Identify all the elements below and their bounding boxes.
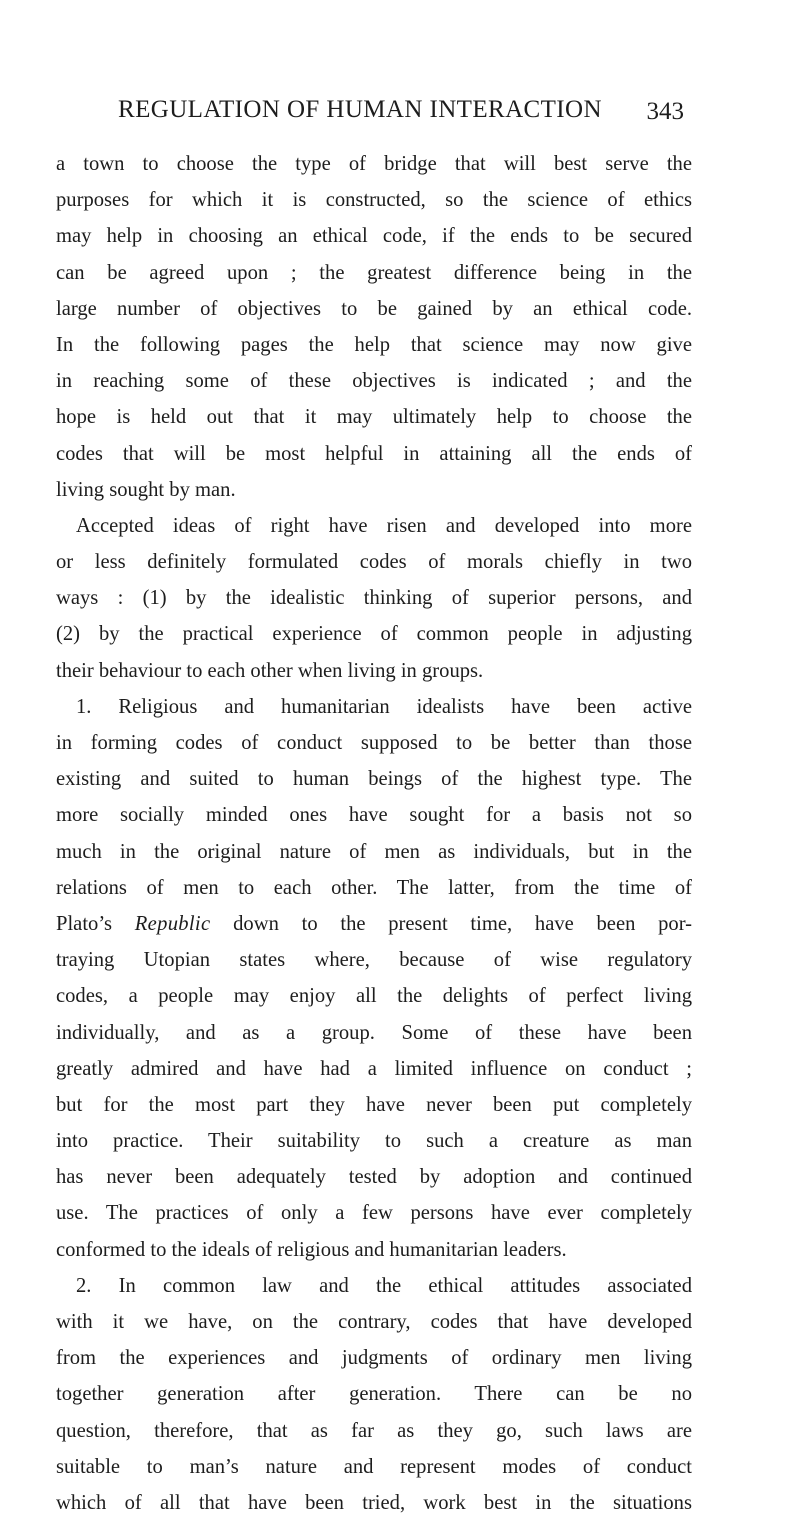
text-line: codes, a people may enjoy all the delights of perfect living xyxy=(56,985,692,1008)
text-line: traying Utopian states where, because of wise regulatory xyxy=(56,949,692,972)
text-line: but for the most part they have never been put completely xyxy=(56,1093,692,1116)
text-line-with-title xyxy=(56,906,692,942)
text-line: (2) by the practical experience of common people in adjusting xyxy=(56,623,692,646)
text-line: in reaching some of these objectives is indicated ; and the xyxy=(56,370,692,393)
text-line: question, therefore, that as far as they go, such laws are xyxy=(56,1419,692,1442)
text-line: living sought by man. xyxy=(56,478,236,501)
text-line: a town to choose the type of bridge that will best serve the xyxy=(56,153,692,175)
text-line: 1. Religious and humanitarian idealists have been active xyxy=(76,695,692,718)
page-number: 343 xyxy=(646,98,684,125)
text-line: codes that will be most helpful in attaining all the ends of xyxy=(56,442,692,465)
text-line: purposes for which it is constructed, so the science of ethics xyxy=(56,189,692,212)
text-line: existing and suited to human beings of the highest type. The xyxy=(56,768,692,791)
text-line: which of all that have been tried, work best in the situations xyxy=(56,1491,692,1514)
text-line: suitable to man’s nature and represent modes of conduct xyxy=(56,1455,692,1478)
text-line: may help in choosing an ethical code, if the ends to be secured xyxy=(56,225,692,248)
body-text xyxy=(56,146,692,1521)
text-line: into practice. Their suitability to such a creature as man xyxy=(56,1130,692,1153)
text-line: with it we have, on the contrary, codes that have developed xyxy=(56,1311,692,1333)
text-line: in forming codes of conduct supposed to be better than those xyxy=(56,732,692,754)
text-line: relations of men to each other. The latter, from the time of xyxy=(56,876,692,899)
text-line: conformed to the ideals of religious and humanitarian leaders. xyxy=(56,1238,567,1261)
book-title-republic: Republic xyxy=(134,912,211,935)
text-line: ways : (1) by the idealistic thinking of superior persons, and xyxy=(56,587,692,610)
text-line: large number of objectives to be gained by an ethical code. xyxy=(56,297,692,320)
text-fragment: down to the present time, have been por- xyxy=(210,912,692,935)
running-head xyxy=(118,96,684,136)
text-line: use. The practices of only a few persons have ever completely xyxy=(56,1202,692,1225)
text-line: greatly admired and have had a limited influence on conduct ; xyxy=(56,1057,692,1080)
text-fragment: Plato’s xyxy=(56,912,135,935)
text-line: has never been adequately tested by adoption and continued xyxy=(56,1166,692,1189)
text-line: can be agreed upon ; the greatest difference being in the xyxy=(56,261,692,284)
text-line: much in the original nature of men as individuals, but in the xyxy=(56,840,692,863)
text-line: together generation after generation. There can be no xyxy=(56,1383,692,1406)
text-line: In the following pages the help that science may now give xyxy=(56,333,692,356)
text-line: their behaviour to each other when living in groups. xyxy=(56,659,484,682)
text-line: individually, and as a group. Some of these have been xyxy=(56,1021,692,1044)
running-title: REGULATION OF HUMAN INTERACTION xyxy=(118,96,602,123)
text-line: 2. In common law and the ethical attitudes associated xyxy=(76,1274,692,1297)
text-line: hope is held out that it may ultimately help to choose the xyxy=(56,406,692,429)
text-line: Accepted ideas of right have risen and developed into more xyxy=(76,514,692,537)
text-line: more socially minded ones have sought for a basis not so xyxy=(56,804,692,827)
text-line: from the experiences and judgments of ordinary men living xyxy=(56,1347,692,1370)
text-line: or less definitely formulated codes of morals chiefly in two xyxy=(56,551,692,574)
